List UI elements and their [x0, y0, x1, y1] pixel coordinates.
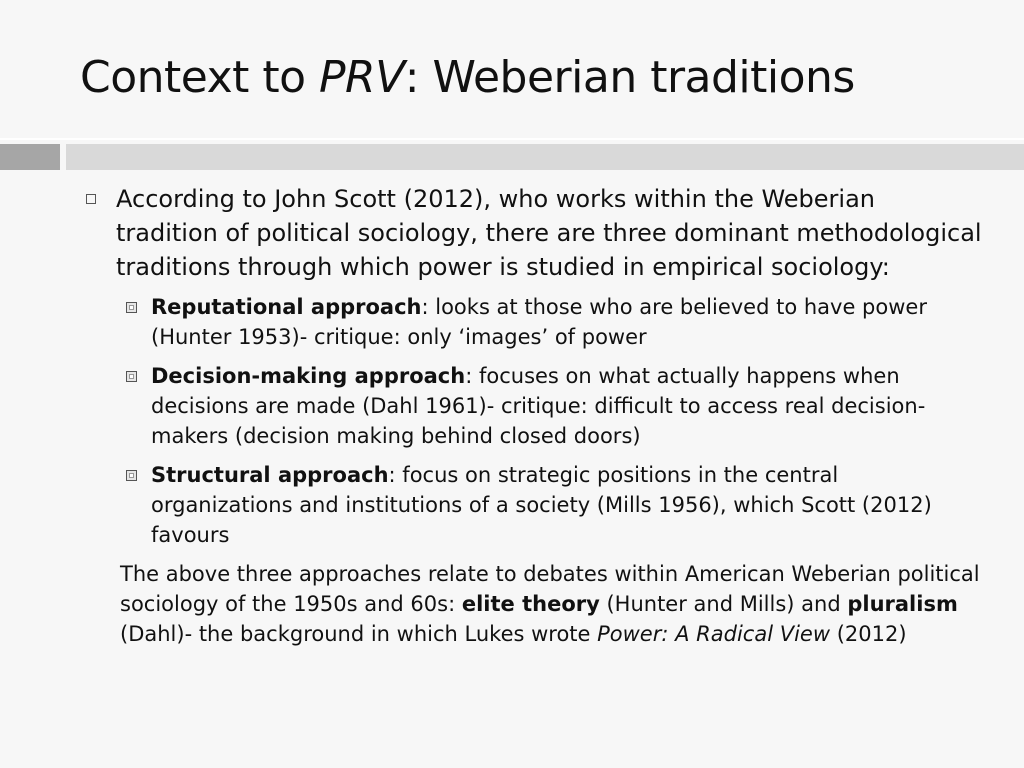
hollow-square-bullet-icon — [86, 194, 96, 204]
summary-paragraph — [82, 559, 982, 649]
square-bullet-icon — [126, 470, 137, 481]
approaches-list — [82, 292, 982, 550]
square-bullet-icon — [126, 302, 137, 313]
summary-text: (2012) — [830, 622, 907, 646]
approach-name: Reputational approach — [151, 295, 422, 319]
approach-name: Structural approach — [151, 463, 389, 487]
approach-text: : focuses on what actually happens when decisions are made (Dahl 1961)- critique: difficult to access real decision-makers (decision making behind closed doors) — [151, 364, 926, 448]
title-divider — [0, 138, 1024, 140]
summary-bold-elite-theory: elite theory — [461, 592, 600, 616]
approach-name: Decision-making approach — [151, 364, 466, 388]
title-suffix: : Weberian traditions — [404, 52, 855, 103]
title-italic: PRV — [319, 52, 405, 103]
approach-text: : focus on strategic positions in the central organizations and institutions of a society (Mills 1956), which Scott (2012) favours — [151, 463, 932, 547]
summary-text: (Hunter and Mills) and — [599, 592, 848, 616]
slide-content — [82, 182, 982, 649]
summary-text: The above three approaches relate to debates within American Weberian political sociology of the 1950s and 60s: — [120, 562, 980, 616]
title-prefix: Context to — [80, 52, 320, 103]
approach-item-reputational — [82, 292, 982, 352]
summary-text: (Dahl)- the background in which Lukes wrote — [120, 622, 598, 646]
summary-book-title: Power: A Radical View — [597, 622, 831, 646]
square-bullet-icon — [126, 371, 137, 382]
main-bullet-text: According to John Scott (2012), who works within the Weberian tradition of political sociology, there are three dominant methodological traditions through which power is studied in empirical sociology: — [116, 185, 982, 281]
accent-bar-left — [0, 144, 60, 170]
approach-item-structural — [82, 460, 982, 550]
slide-title — [80, 52, 855, 103]
accent-bar-right — [66, 144, 1024, 170]
approach-item-decision-making — [82, 361, 982, 451]
approach-text: : looks at those who are believed to have power (Hunter 1953)- critique: only ‘images’ of power — [151, 295, 927, 349]
summary-bold-pluralism: pluralism — [847, 592, 958, 616]
main-bullet — [82, 182, 982, 284]
